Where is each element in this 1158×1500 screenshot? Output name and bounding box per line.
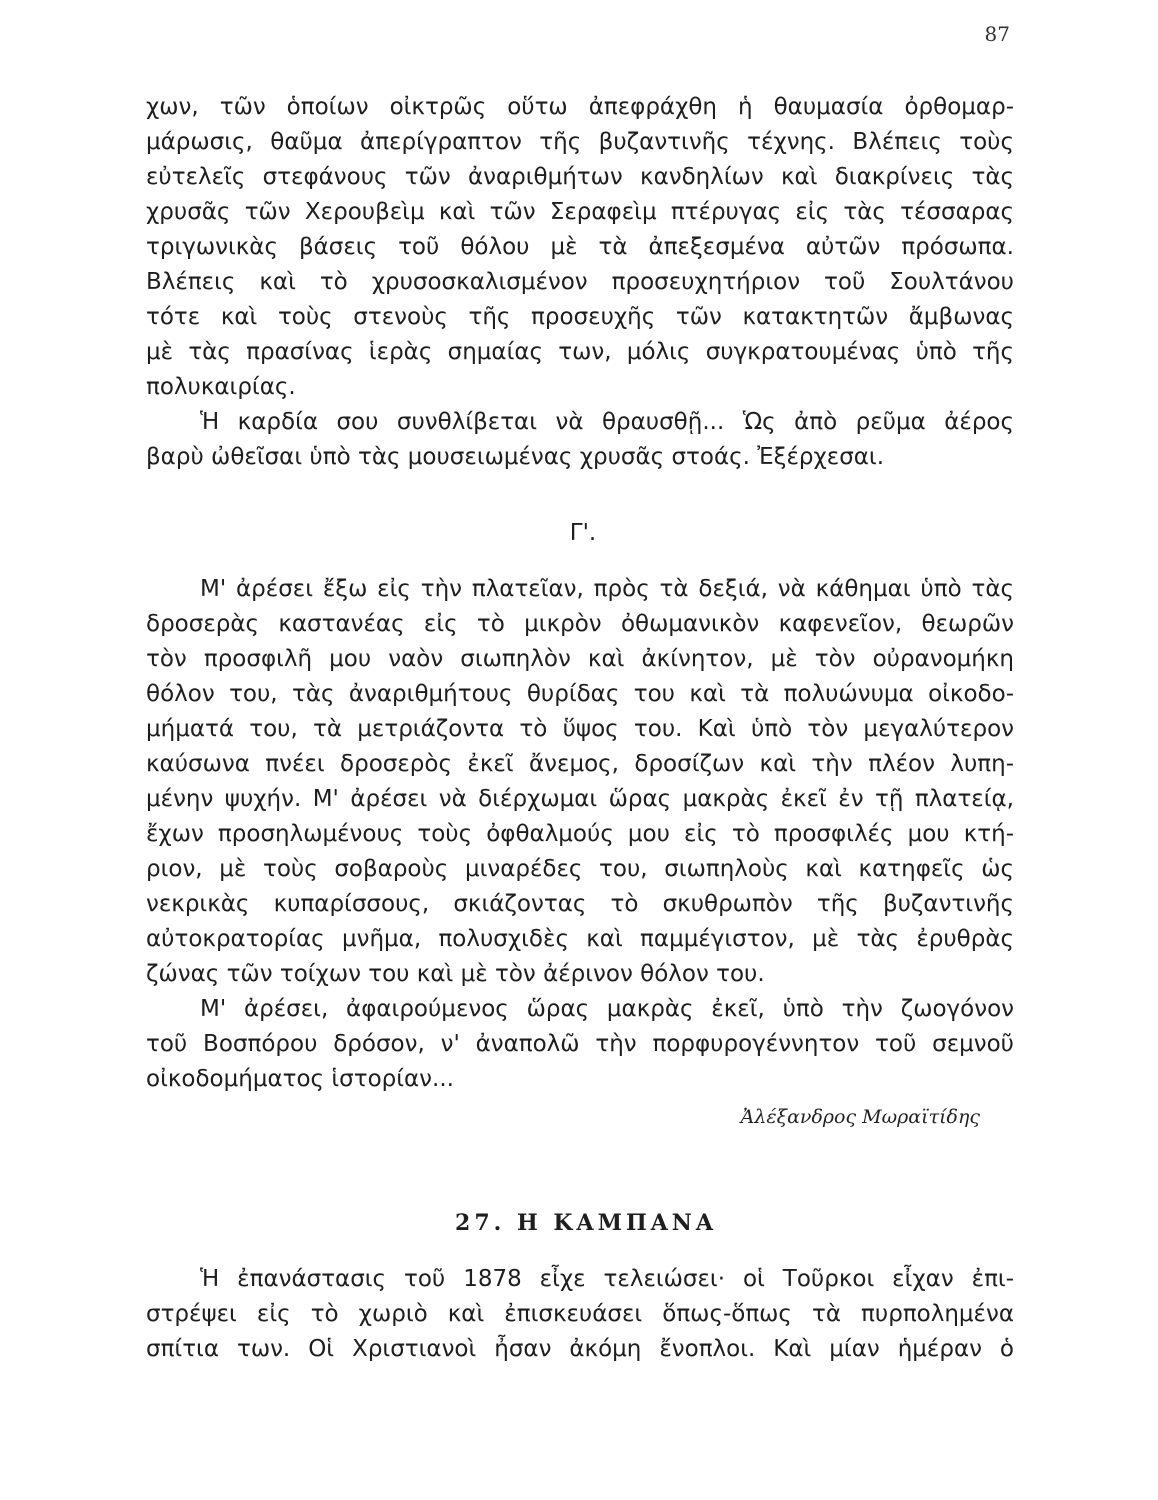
text-line: οἰκοδομήματος ἱστορίαν...	[146, 1066, 454, 1092]
text-line: ἔχων προσηλωμένους τοὺς ὀφθαλμούς μου εἰς τὸ προσφιλές μου κτή-	[146, 821, 1014, 847]
text-line: Ἡ ἐπανάστασις τοῦ 1878 εἶχε τελειώσει· οἱ Τοῦρκοι εἶχαν ἐπι-	[200, 1266, 1014, 1292]
text-line: μάρωσις, θαῦμα ἀπερίγραπτον τῆς βυζαντινῆς τέχνης. Βλέπεις τοὺς	[146, 129, 1014, 155]
text-line: χων, τῶν ὁποίων οἰκτρῶς οὕτω ἀπεφράχθη ἡ θαυμασία ὀρθομαρ-	[146, 94, 1014, 120]
page-number: 87	[984, 22, 1010, 46]
text-line: ριον, μὲ τοὺς σοβαροὺς μιναρέδες του, σιωπηλοὺς καὶ κατηφεῖς ὡς	[146, 856, 1014, 882]
chapter-title: 27. Η ΚΑΜΠΑΝΑ	[455, 1210, 717, 1236]
text-line: Βλέπεις καὶ τὸ χρυσοσκαλισμένον προσευχητήριον τοῦ Σουλτάνου	[146, 269, 1014, 295]
text-line: θόλον του, τὰς ἀναριθμήτους θυρίδας του καὶ τὰ πολυώνυμα οἰκοδο-	[146, 681, 1014, 707]
section-2-text	[146, 572, 1014, 1097]
author-signature: Ἀλέξανδρος Μωραϊτίδης	[740, 1106, 980, 1128]
text-line: τότε καὶ τοὺς στενοὺς τῆς προσευχῆς τῶν κατακτητῶν ἄμβωνας	[146, 304, 1014, 330]
section-1-text	[146, 90, 1014, 475]
text-line: καύσωνα πνέει δροσερὸς ἐκεῖ ἄνεμος, δροσίζων καὶ τὴν πλέον λυπη-	[146, 751, 1014, 777]
text-line: μήματά του, τὰ μετριάζοντα τὸ ὕψος του. Καὶ ὑπὸ τὸν μεγαλύτερον	[146, 716, 1014, 742]
text-line: μένην ψυχήν. Μ' ἀρέσει νὰ διέρχωμαι ὥρας μακρὰς ἐκεῖ ἐν τῇ πλατείᾳ,	[146, 786, 1014, 812]
text-line: αὐτοκρατορίας μνῆμα, πολυσχιδὲς καὶ παμμέγιστον, μὲ τὰς ἐρυθρὰς	[146, 926, 1014, 952]
text-line: νεκρικὰς κυπαρίσσους, σκιάζοντας τὸ σκυθρωπὸν τῆς βυζαντινῆς	[146, 891, 1014, 917]
text-line: χρυσᾶς τῶν Χερουβεὶμ καὶ τῶν Σεραφεὶμ πτέρυγας εἰς τὰς τέσσαρας	[146, 199, 1014, 225]
section-3-text	[146, 1262, 1014, 1367]
text-line: Μ' ἀρέσει, ἀφαιρούμενος ὥρας μακρὰς ἐκεῖ, ὑπὸ τὴν ζωογόνον	[200, 996, 1014, 1022]
text-line: ζώνας τῶν τοίχων του καὶ μὲ τὸν ἀέρινον θόλον του.	[146, 961, 765, 987]
text-line: βαρὺ ὠθεῖσαι ὑπὸ τὰς μουσειωμένας χρυσᾶς στοάς. Ἐξέρχεσαι.	[146, 444, 885, 470]
text-line: τὸν προσφιλῆ μου ναὸν σιωπηλὸν καὶ ἀκίνητον, μὲ τὸν οὐρανομήκη	[146, 646, 1014, 672]
text-line: τοῦ Βοσπόρου δρόσον, ν' ἀναπολῶ τὴν πορφυρογέννητον τοῦ σεμνοῦ	[146, 1031, 1014, 1057]
text-line: εὐτελεῖς στεφάνους τῶν ἀναριθμήτων κανδηλίων καὶ διακρίνεις τὰς	[146, 164, 1014, 190]
text-line: τριγωνικὰς βάσεις τοῦ θόλου μὲ τὰ ἀπεξεσμένα αὐτῶν πρόσωπα.	[146, 234, 1014, 260]
section-mark: Γ'.	[569, 520, 597, 546]
text-line: μὲ τὰς πρασίνας ἱερὰς σημαίας των, μόλις συγκρατουμένας ὑπὸ τῆς	[146, 339, 1014, 365]
text-line: σπίτια των. Οἱ Χριστιανοὶ ἦσαν ἀκόμη ἔνοπλοι. Καὶ μίαν ἡμέραν ὁ	[146, 1336, 1014, 1362]
text-line: Ἡ καρδία σου συνθλίβεται νὰ θραυσθῇ... Ὡς ἀπὸ ρεῦμα ἀέρος	[200, 409, 1014, 435]
text-line: Μ' ἀρέσει ἔξω εἰς τὴν πλατεῖαν, πρὸς τὰ δεξιά, νὰ κάθημαι ὑπὸ τὰς	[200, 576, 1014, 602]
text-line: στρέψει εἰς τὸ χωριὸ καὶ ἐπισκευάσει ὅπως-ὅπως τὰ πυρπολημένα	[146, 1301, 1014, 1327]
text-line: δροσερὰς καστανέας εἰς τὸ μικρὸν ὀθωμανικὸν καφενεῖον, θεωρῶν	[146, 611, 1014, 637]
text-line: πολυκαιρίας.	[146, 374, 296, 400]
